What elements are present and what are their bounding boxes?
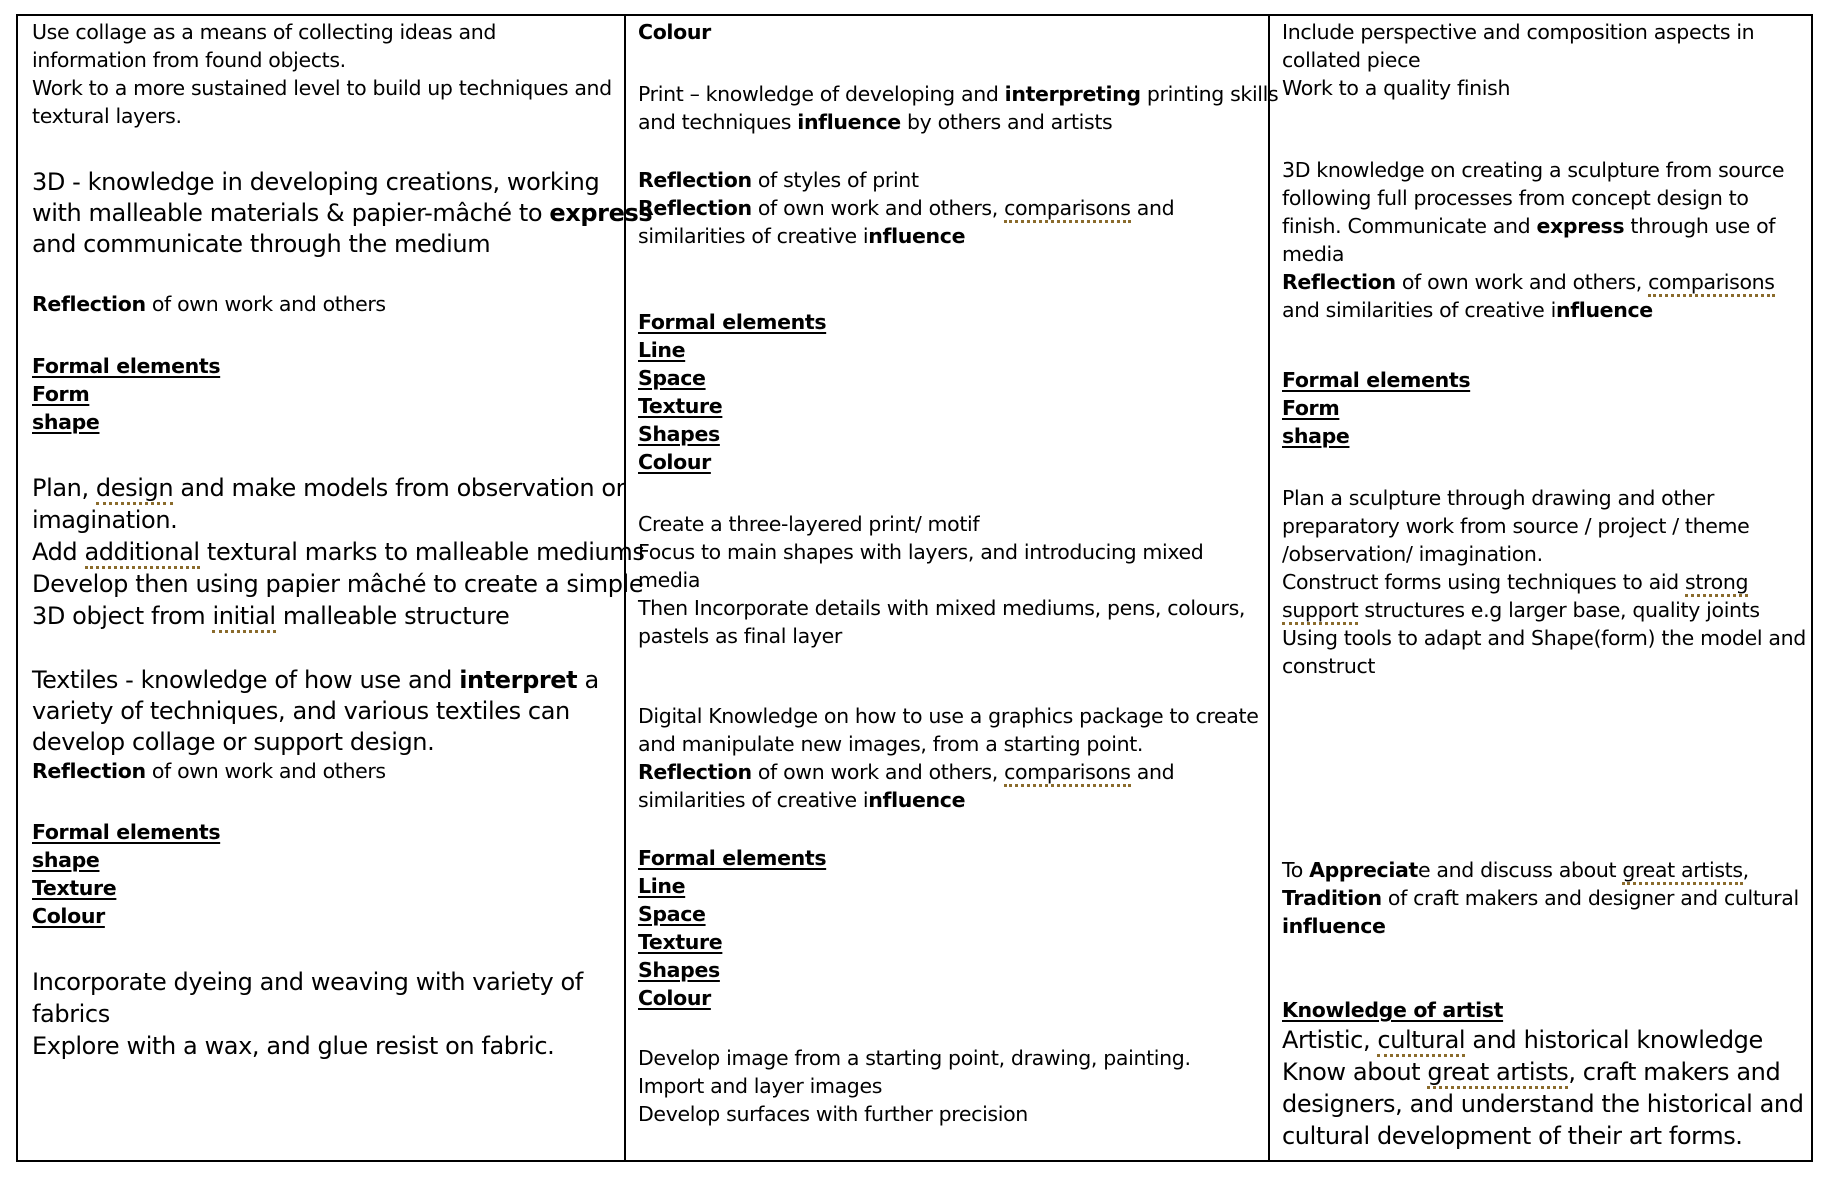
text-line bbox=[1282, 48, 1420, 72]
text-segment: textural marks to malleable mediums bbox=[199, 538, 645, 566]
text-line bbox=[638, 930, 722, 954]
text-segment: designers, and understand the historical and bbox=[1282, 1090, 1804, 1118]
text-segment: Include perspective and composition aspects in bbox=[1282, 20, 1755, 44]
text-segment: and similarities of creative i bbox=[1282, 298, 1556, 322]
text-line bbox=[638, 986, 711, 1010]
text-segment: of own work and others, bbox=[751, 760, 1005, 784]
text-segment: Formal elements bbox=[32, 820, 221, 844]
text-line bbox=[1282, 396, 1339, 420]
text-segment: Form bbox=[1282, 396, 1340, 420]
text-segment: variety of techniques, and various textiles can bbox=[32, 697, 570, 725]
text-segment: Digital Knowledge on how to use a graphics package to create bbox=[638, 704, 1259, 728]
flagged-word: support bbox=[1282, 598, 1358, 625]
text-line bbox=[638, 512, 979, 536]
text-segment: Tradition bbox=[1282, 886, 1382, 910]
text-line bbox=[638, 310, 826, 334]
text-segment: textural layers. bbox=[32, 104, 182, 128]
text-line bbox=[1282, 214, 1775, 238]
text-segment: and historical knowledge bbox=[1465, 1026, 1763, 1054]
text-line bbox=[638, 1074, 882, 1098]
text-segment: Reflection bbox=[32, 292, 146, 316]
text-segment: Colour bbox=[638, 986, 711, 1010]
text-segment: , bbox=[1742, 858, 1749, 882]
text-segment: Work to a more sustained level to build up techniques and bbox=[32, 76, 612, 100]
text-segment: Texture bbox=[638, 930, 723, 954]
text-segment: Appreciat bbox=[1309, 858, 1418, 882]
column-divider-2 bbox=[1268, 16, 1270, 1160]
text-segment: e and discuss about bbox=[1417, 858, 1623, 882]
text-segment: develop collage or support design. bbox=[32, 728, 435, 756]
flagged-word: great artists bbox=[1427, 1058, 1568, 1089]
text-segment: Form bbox=[32, 382, 90, 406]
text-line bbox=[32, 382, 89, 406]
text-segment: of craft makers and designer and cultural bbox=[1381, 886, 1799, 910]
text-line bbox=[32, 168, 599, 196]
text-segment: Develop surfaces with further precision bbox=[638, 1102, 1028, 1126]
flagged-word: comparisons bbox=[1648, 270, 1775, 297]
text-line bbox=[638, 450, 711, 474]
text-line bbox=[638, 1102, 1028, 1126]
text-segment: Colour bbox=[638, 450, 711, 474]
text-segment: Reflection bbox=[32, 759, 146, 783]
text-segment: Develop image from a starting point, drawing, painting. bbox=[638, 1046, 1191, 1070]
text-segment: Print – knowledge of developing and bbox=[638, 82, 1005, 106]
text-line bbox=[1282, 242, 1344, 266]
text-segment: Reflection bbox=[638, 760, 752, 784]
text-line bbox=[1282, 486, 1714, 510]
text-line bbox=[32, 1000, 110, 1028]
text-segment: Use collage as a means of collecting ideas and bbox=[32, 20, 497, 44]
text-segment: finish. Communicate and bbox=[1282, 214, 1537, 238]
text-segment: Formal elements bbox=[32, 354, 221, 378]
text-segment: 3D - knowledge in developing creations, working bbox=[32, 168, 600, 196]
text-line bbox=[32, 199, 652, 227]
text-segment: interpreting bbox=[1004, 82, 1141, 106]
text-segment: Texture bbox=[638, 394, 723, 418]
text-line bbox=[1282, 570, 1748, 594]
text-line bbox=[1282, 626, 1806, 650]
text-segment: structures e.g larger base, quality joints bbox=[1358, 598, 1760, 622]
text-segment: through use of bbox=[1624, 214, 1776, 238]
text-line bbox=[32, 904, 105, 928]
text-line bbox=[32, 48, 346, 72]
text-line bbox=[32, 292, 386, 316]
text-line bbox=[32, 354, 220, 378]
text-line bbox=[638, 788, 965, 812]
text-line bbox=[638, 846, 826, 870]
text-line bbox=[1282, 298, 1653, 322]
text-segment: Work to a quality finish bbox=[1282, 76, 1511, 100]
text-segment: express bbox=[549, 199, 653, 227]
text-segment: Colour bbox=[32, 904, 105, 928]
text-line bbox=[32, 666, 599, 694]
text-line bbox=[638, 704, 1258, 728]
text-segment: Shapes bbox=[638, 422, 720, 446]
text-line bbox=[32, 474, 625, 502]
text-line bbox=[638, 224, 965, 248]
text-line bbox=[32, 230, 490, 258]
text-segment: cultural development of their art forms. bbox=[1282, 1122, 1743, 1150]
text-segment: Space bbox=[638, 366, 706, 390]
text-segment: express bbox=[1536, 214, 1625, 238]
text-segment: of own work and others, bbox=[751, 196, 1005, 220]
text-segment: Construct forms using techniques to aid bbox=[1282, 570, 1685, 594]
text-line bbox=[1282, 542, 1543, 566]
text-segment: Reflection bbox=[638, 196, 752, 220]
text-line bbox=[32, 506, 177, 534]
text-segment: influence bbox=[1282, 914, 1386, 938]
curriculum-table bbox=[16, 14, 1813, 1162]
text-line bbox=[1282, 76, 1510, 100]
text-segment: Line bbox=[638, 338, 686, 362]
text-segment: influence bbox=[797, 110, 901, 134]
text-segment: Reflection bbox=[1282, 270, 1396, 294]
text-line bbox=[1282, 514, 1749, 538]
text-line bbox=[638, 1046, 1191, 1070]
text-segment: Focus to main shapes with layers, and introducing mixed bbox=[638, 540, 1204, 564]
text-segment: nfluence bbox=[868, 224, 966, 248]
text-segment: Import and layer images bbox=[638, 1074, 883, 1098]
flagged-word: cultural bbox=[1377, 1026, 1465, 1057]
text-line bbox=[32, 104, 182, 128]
text-segment: and techniques bbox=[638, 110, 798, 134]
text-line bbox=[638, 732, 1143, 756]
text-line bbox=[638, 568, 700, 592]
text-line bbox=[638, 394, 722, 418]
text-segment: Create a three-layered print/ motif bbox=[638, 512, 980, 536]
text-segment: similarities of creative i bbox=[638, 788, 869, 812]
column-1 bbox=[32, 20, 653, 1158]
text-line bbox=[638, 422, 720, 446]
text-line bbox=[638, 902, 706, 926]
text-segment: Artistic, bbox=[1282, 1026, 1378, 1054]
text-segment: media bbox=[638, 568, 701, 592]
text-segment: Textiles - knowledge of how use and bbox=[32, 666, 460, 694]
text-segment: 3D knowledge on creating a sculpture from source bbox=[1282, 158, 1785, 182]
text-segment: similarities of creative i bbox=[638, 224, 869, 248]
flagged-word: design bbox=[96, 474, 173, 505]
text-line bbox=[1282, 858, 1749, 882]
text-segment: of own work and others bbox=[145, 292, 386, 316]
text-segment: Add bbox=[32, 538, 85, 566]
column-3 bbox=[1282, 20, 1810, 1158]
text-line bbox=[1282, 424, 1349, 448]
text-segment: Formal elements bbox=[1282, 368, 1471, 392]
text-line bbox=[32, 410, 99, 434]
text-segment: Reflection bbox=[638, 168, 752, 192]
text-segment: nfluence bbox=[1555, 298, 1653, 322]
text-segment: Formal elements bbox=[638, 310, 827, 334]
text-line bbox=[1282, 598, 1760, 622]
text-line bbox=[638, 874, 685, 898]
text-line bbox=[32, 538, 644, 566]
text-segment: shape bbox=[1282, 424, 1350, 448]
text-segment: Using tools to adapt and Shape(form) the model and bbox=[1282, 626, 1806, 650]
text-segment: following full processes from concept design to bbox=[1282, 186, 1749, 210]
text-segment: malleable structure bbox=[275, 602, 510, 630]
text-line bbox=[638, 82, 1278, 106]
text-segment: Formal elements bbox=[638, 846, 827, 870]
text-line bbox=[1282, 1026, 1763, 1054]
text-segment: Line bbox=[638, 874, 686, 898]
text-line bbox=[638, 366, 706, 390]
text-segment: Knowledge of artist bbox=[1282, 998, 1504, 1022]
flagged-word: great artists bbox=[1622, 858, 1742, 885]
text-line bbox=[32, 820, 220, 844]
text-line bbox=[32, 876, 116, 900]
text-segment: , craft makers and bbox=[1568, 1058, 1781, 1086]
text-segment: and bbox=[1130, 196, 1175, 220]
text-line bbox=[1282, 20, 1754, 44]
column-2 bbox=[638, 20, 1279, 1158]
text-segment: construct bbox=[1282, 654, 1376, 678]
text-line bbox=[638, 110, 1112, 134]
text-line bbox=[32, 697, 570, 725]
text-line bbox=[32, 968, 583, 996]
text-segment: and communicate through the medium bbox=[32, 230, 491, 258]
text-line bbox=[1282, 368, 1470, 392]
text-line bbox=[638, 168, 919, 192]
text-segment: Then Incorporate details with mixed mediums, pens, colours, bbox=[638, 596, 1246, 620]
text-segment: To bbox=[1282, 858, 1310, 882]
text-line bbox=[638, 540, 1203, 564]
text-segment: information from found objects. bbox=[32, 48, 346, 72]
text-line bbox=[1282, 914, 1386, 938]
text-line bbox=[32, 1032, 554, 1060]
text-segment: and manipulate new images, from a starting point. bbox=[638, 732, 1144, 756]
text-segment: fabrics bbox=[32, 1000, 110, 1028]
text-line bbox=[638, 596, 1245, 620]
text-segment: a bbox=[577, 666, 599, 694]
flagged-word: initial bbox=[212, 602, 275, 633]
text-segment: Colour bbox=[638, 20, 711, 44]
text-segment: nfluence bbox=[868, 788, 966, 812]
text-line bbox=[638, 338, 685, 362]
text-line bbox=[1282, 1058, 1780, 1086]
text-segment: Plan, bbox=[32, 474, 96, 502]
text-line bbox=[32, 76, 612, 100]
text-segment: pastels as final layer bbox=[638, 624, 842, 648]
flagged-word: comparisons bbox=[1004, 196, 1131, 223]
text-line bbox=[1282, 1090, 1804, 1118]
text-segment: Shapes bbox=[638, 958, 720, 982]
text-segment: and make models from observation or bbox=[173, 474, 626, 502]
text-segment: Space bbox=[638, 902, 706, 926]
text-segment: interpret bbox=[459, 666, 578, 694]
flagged-word: strong bbox=[1685, 570, 1748, 597]
text-line bbox=[638, 958, 720, 982]
text-line bbox=[1282, 186, 1749, 210]
text-segment: 3D object from bbox=[32, 602, 213, 630]
text-line bbox=[32, 602, 509, 630]
text-line bbox=[1282, 158, 1784, 182]
text-segment: Develop then using papier mâché to create a simple bbox=[32, 570, 644, 598]
text-line bbox=[1282, 1122, 1743, 1150]
text-line bbox=[32, 728, 434, 756]
text-line bbox=[638, 760, 1174, 784]
text-segment: Explore with a wax, and glue resist on fabric. bbox=[32, 1032, 555, 1060]
text-segment: media bbox=[1282, 242, 1345, 266]
text-segment: shape bbox=[32, 848, 100, 872]
text-segment: Incorporate dyeing and weaving with variety of bbox=[32, 968, 583, 996]
text-line bbox=[32, 759, 386, 783]
text-line bbox=[32, 20, 496, 44]
text-segment: shape bbox=[32, 410, 100, 434]
text-line bbox=[1282, 998, 1503, 1022]
flagged-word: comparisons bbox=[1004, 760, 1131, 787]
text-segment: /observation/ imagination. bbox=[1282, 542, 1543, 566]
text-line bbox=[32, 570, 643, 598]
text-line bbox=[1282, 270, 1775, 294]
text-segment: preparatory work from source / project / theme bbox=[1282, 514, 1750, 538]
text-line bbox=[638, 196, 1174, 220]
text-segment: of own work and others, bbox=[1395, 270, 1649, 294]
text-segment: imagination. bbox=[32, 506, 178, 534]
text-segment: Plan a sculpture through drawing and other bbox=[1282, 486, 1715, 510]
text-line bbox=[1282, 654, 1375, 678]
text-segment: and bbox=[1130, 760, 1175, 784]
text-segment: Texture bbox=[32, 876, 117, 900]
text-line bbox=[32, 848, 99, 872]
text-line bbox=[638, 20, 711, 44]
text-segment: by others and artists bbox=[900, 110, 1113, 134]
flagged-word: additional bbox=[85, 538, 200, 569]
text-line bbox=[638, 624, 842, 648]
text-segment: with malleable materials & papier-mâché to bbox=[32, 199, 550, 227]
text-segment: of styles of print bbox=[751, 168, 919, 192]
text-segment: Know about bbox=[1282, 1058, 1428, 1086]
text-line bbox=[1282, 886, 1799, 910]
text-segment: printing skills bbox=[1140, 82, 1279, 106]
text-segment: of own work and others bbox=[145, 759, 386, 783]
text-segment: collated piece bbox=[1282, 48, 1421, 72]
